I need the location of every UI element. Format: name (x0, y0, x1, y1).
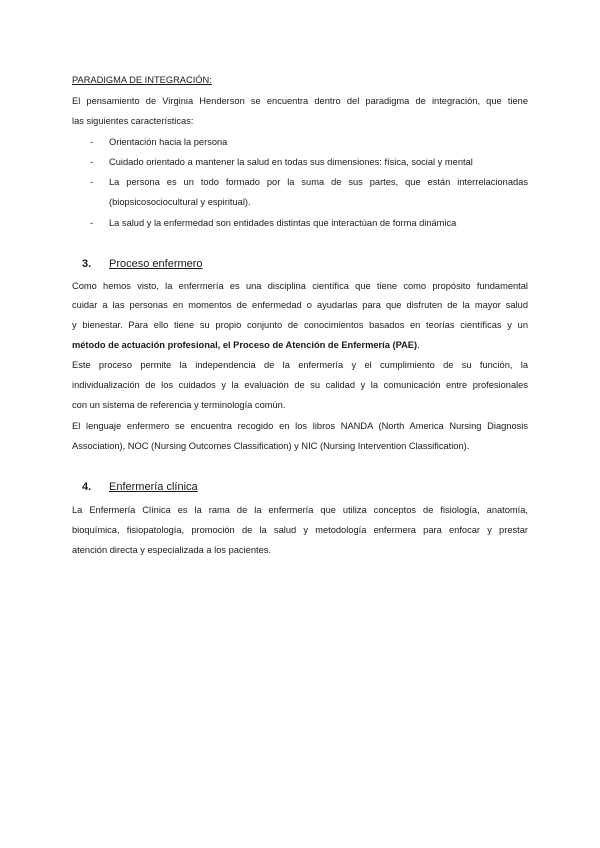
bullet-item: La salud y la enfermedad son entidades distintas que interactúan de forma dinámica (109, 218, 457, 228)
bullet-dash: - (90, 218, 94, 228)
bold-text: método de actuación profesional, el Proceso de Atención de Enfermería (PAE) (72, 340, 418, 350)
bold-line-end: . (417, 340, 420, 350)
paragraph-line: El lenguaje enfermero se encuentra recogido en los libros NANDA (North America Nursing Diagnosis (72, 421, 528, 431)
paragraph-line: atención directa y especializada a los pacientes. (72, 545, 271, 555)
bullet-item: Cuidado orientado a mantener la salud en todas sus dimensiones: física, social y mental (109, 157, 473, 167)
bullet-dash: - (90, 157, 94, 167)
paragraph-line: bioquímica, fisiopatología, promoción de la salud y metodología enfermera para enfocar y prestar (72, 525, 528, 535)
bullet-dash: - (90, 177, 94, 187)
paragraph-line (72, 339, 420, 352)
section-title: Enfermería clínica (109, 481, 198, 493)
bullet-item: Orientación hacia la persona (109, 137, 228, 147)
paradigm-intro-line: las siguientes características: (72, 116, 194, 126)
paragraph-line: con un sistema de referencia y terminología común. (72, 400, 286, 410)
paragraph-line: Este proceso permite la independencia de la enfermería y el cumplimiento de su función, la (72, 360, 528, 370)
bullet-item-continuation: (biopsicosociocultural y espiritual). (109, 197, 251, 207)
paragraph-line: Como hemos visto, la enfermería es una disciplina científica que tiene como propósito fundamental (72, 281, 528, 291)
section-title: Proceso enfermero (109, 258, 203, 270)
section-number: 3. (82, 258, 92, 270)
paragraph-line: cuidar a las personas en momentos de enfermedad o ayudarlas para que disfruten de la mayor salud (72, 300, 528, 310)
paragraph-line: La Enfermería Clínica es la rama de la enfermería que utiliza conceptos de fisiología, anatomía, (72, 505, 528, 515)
paradigm-intro-line: El pensamiento de Virginia Henderson se encuentra dentro del paradigma de integración, que tiene (72, 96, 528, 106)
bullet-item: La persona es un todo formado por la suma de sus partes, que están interrelacionadas (109, 177, 528, 187)
bullet-dash: - (90, 137, 94, 147)
paragraph-line: Association), NOC (Nursing Outcomes Classification) y NIC (Nursing Intervention Classification). (72, 441, 470, 451)
paragraph-line: individualización de los cuidados y la evaluación de su calidad y la comunicación entre profesionales (72, 380, 528, 390)
paradigm-heading: PARADIGMA DE INTEGRACIÓN: (72, 75, 212, 85)
paragraph-line: y bienestar. Para ello tiene su propio conjunto de conocimientos basados en teorías científicas y un (72, 320, 528, 330)
section-number: 4. (82, 481, 92, 493)
